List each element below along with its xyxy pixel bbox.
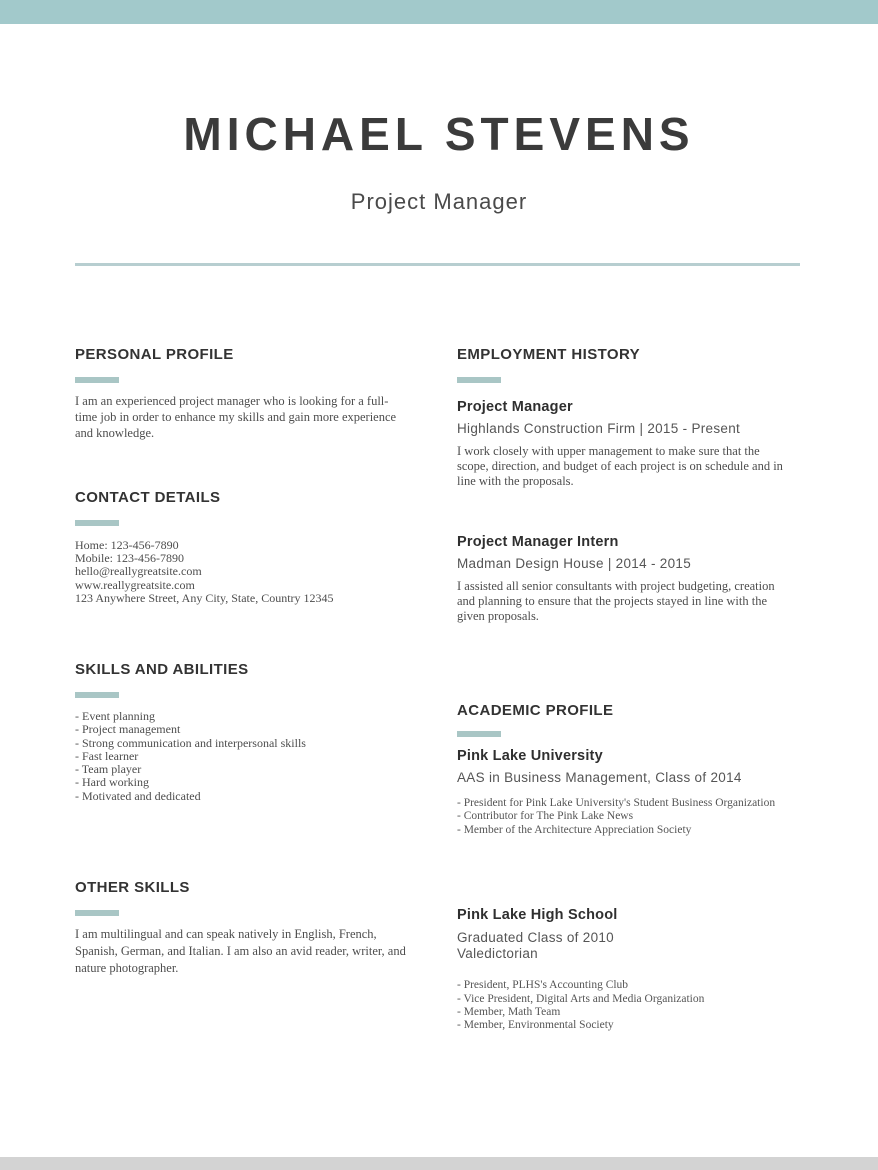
job-entry (457, 534, 793, 624)
accent-bar (457, 377, 501, 383)
job-entry (457, 399, 793, 489)
section-employment-history (457, 347, 793, 624)
skill-item: - Team player (75, 762, 142, 777)
school-bullet: - President for Pink Lake University's Student Business Organization (457, 797, 776, 809)
school-honor: Valedictorian (457, 946, 538, 962)
skills-list (75, 710, 407, 803)
header-divider (75, 263, 800, 266)
skill-item: - Motivated and dedicated (75, 788, 201, 803)
skill-item: - Hard working (75, 775, 149, 790)
job-company-dates: Highlands Construction Firm | 2015 - Present (457, 421, 741, 436)
school-name: Pink Lake University (457, 748, 603, 764)
job-title: Project Manager Intern (457, 534, 619, 550)
job-description: I assisted all senior consultants with project budgeting, creation and planning to ensure that the projects stayed in line with the given proposals. (457, 579, 775, 623)
resume-job-title: Project Manager (350, 189, 528, 214)
contact-line-address: 123 Anywhere Street, Any City, State, Country 12345 (75, 590, 334, 605)
job-title: Project Manager (457, 399, 573, 415)
accent-bar (75, 692, 119, 698)
school-bullet: - President, PLHS's Accounting Club (457, 979, 629, 992)
school-bullet: - Member, Environmental Society (457, 1019, 614, 1032)
school-degree: AAS in Business Management, Class of 2014 (457, 770, 742, 785)
accent-bar (75, 910, 119, 916)
skill-item: - Strong communication and interpersonal skills (75, 735, 306, 750)
school-bullet: - Contributor for The Pink Lake News (457, 810, 634, 823)
academic-profile-heading: ACADEMIC PROFILE (457, 702, 614, 719)
school-bullet: - Member, Math Team (457, 1006, 561, 1019)
section-contact-details (75, 490, 407, 605)
section-personal-profile (75, 347, 407, 441)
school-bullet: - Vice President, Digital Arts and Media Organization (457, 992, 705, 1005)
school-bullets (457, 797, 793, 837)
accent-bar (75, 520, 119, 526)
top-accent-bar (0, 0, 878, 24)
skill-item: - Fast learner (75, 748, 139, 763)
section-academic-profile (457, 703, 793, 1033)
school-entry (457, 748, 793, 837)
school-name: Pink Lake High School (457, 907, 618, 924)
contact-line-mobile: Mobile: 123-456-7890 (75, 551, 184, 566)
section-skills (75, 662, 407, 803)
bottom-viewport-bar (0, 1157, 878, 1170)
resume-name: MICHAEL STEVENS (183, 108, 695, 160)
skills-heading: SKILLS AND ABILITIES (75, 661, 249, 678)
skill-item: - Event planning (75, 709, 155, 723)
contact-line-home: Home: 123-456-7890 (75, 538, 179, 552)
employment-history-heading: EMPLOYMENT HISTORY (457, 346, 641, 363)
school-bullets (457, 979, 793, 1033)
personal-profile-heading: PERSONAL PROFILE (75, 346, 234, 363)
school-entry (457, 907, 793, 1033)
other-skills-body: I am multilingual and can speak natively in English, French, Spanish, German, and Italian. I am also an avid reader, writer, and nature photographer. (75, 927, 406, 975)
skill-item: - Project management (75, 722, 181, 737)
school-bullet: - Member of the Architecture Appreciation Society (457, 823, 692, 836)
contact-lines (75, 539, 407, 605)
accent-bar (457, 731, 501, 737)
job-description: I work closely with upper management to make sure that the scope, direction, and budget of each project is on schedule and in line with the proposals. (457, 444, 783, 488)
school-graduation: Graduated Class of 2010 (457, 930, 614, 946)
contact-line-email: hello@reallygreatsite.com (75, 564, 202, 579)
job-company-dates: Madman Design House | 2014 - 2015 (457, 556, 692, 571)
other-skills-heading: OTHER SKILLS (75, 879, 190, 896)
contact-details-heading: CONTACT DETAILS (75, 489, 221, 506)
contact-line-website: www.reallygreatsite.com (75, 577, 195, 592)
section-other-skills (75, 880, 407, 977)
accent-bar (75, 377, 119, 383)
personal-profile-body: I am an experienced project manager who is looking for a full-time job in order to enhance my skills and gain more experience and knowledge. (75, 394, 397, 440)
